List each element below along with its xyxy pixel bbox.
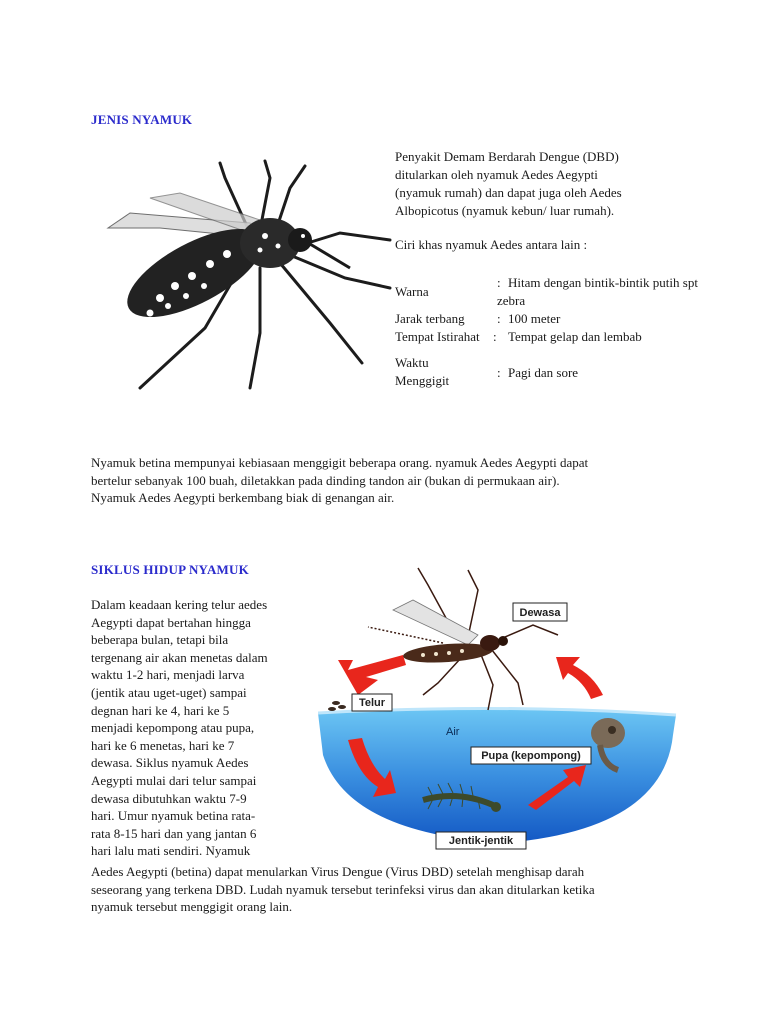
lifecycle-line: dewasa. Siklus nyamuk Aedes [91, 755, 249, 771]
lifecycle-diagram [318, 565, 688, 855]
svg-text:Pupa (kepompong): Pupa (kepompong) [481, 750, 581, 762]
trait-row-jarak [395, 310, 740, 328]
closing-line: seseorang yang terkena DBD. Ludah nyamuk tersebut terinfeksi virus dan akan ditularkan ketika [91, 881, 595, 897]
lifecycle-line: waktu 1-2 hari, menjadi larva [91, 667, 245, 683]
behavior-paragraph [91, 454, 691, 507]
intro-line: Albopicotus (nyamuk kebun/ luar rumah). [395, 203, 615, 218]
lifecycle-line: tergenang air akan menetas dalam [91, 649, 268, 665]
closing-line: Aedes Aegypti (betina) dapat menularkan Virus Dengue (Virus DBD) setelah menghisap darah [91, 864, 585, 879]
intro-text [395, 148, 695, 220]
eggs-icon [328, 701, 346, 711]
trait-colon: : [493, 329, 497, 344]
label-air: Air [446, 726, 460, 738]
lifecycle-line: dewasa dibutuhkan waktu 7-9 [91, 790, 247, 806]
svg-text:Dewasa: Dewasa [519, 607, 561, 619]
label-pupa [471, 747, 591, 764]
trait-value: Pagi dan sore [508, 365, 579, 380]
paragraph-line: Nyamuk betina mempunyai kebiasaan menggigit beberapa orang. nyamuk Aedes Aegypti dapat [91, 455, 589, 470]
trait-value: Hitam dengan bintik-bintik putih spt [508, 275, 698, 290]
ciri-label: Ciri khas nyamuk Aedes antara lain : [395, 237, 588, 252]
trait-colon: : [497, 365, 501, 380]
trait-colon: : [497, 275, 501, 290]
trait-key: Waktu [395, 355, 429, 370]
lifecycle-line: Dalam keadaan kering telur aedes [91, 597, 268, 612]
lifecycle-line: degnan hari ke 4, hari ke 5 [91, 702, 230, 718]
trait-value: zebra [497, 293, 526, 308]
closing-line: nyamuk tersebut menggigit orang lain. [91, 899, 293, 915]
trait-value: 100 meter [508, 311, 561, 326]
intro-line: (nyamuk rumah) dan dapat juga oleh Aedes [395, 185, 622, 200]
trait-colon: : [497, 311, 501, 326]
lifecycle-line: menjadi kepompong atau pupa, [91, 720, 255, 736]
lifecycle-line: Aegypti mulai dari telur sampai [91, 772, 257, 788]
closing-paragraph [91, 863, 691, 916]
arrow-dewasa-to-telur [338, 655, 406, 695]
paragraph-line: Nyamuk Aedes Aegypti berkembang biak di genangan air. [91, 490, 395, 506]
trait-row-warna [395, 274, 740, 310]
intro-line: Penyakit Demam Berdarah Dengue (DBD) [395, 149, 619, 164]
trait-key: Tempat Istirahat [395, 329, 480, 344]
lifecycle-line: (jentik atau uget-uget) sampai [91, 684, 247, 700]
svg-text:Telur: Telur [358, 697, 386, 709]
trait-row-waktu [395, 354, 740, 390]
trait-key: Warna [395, 284, 429, 299]
heading-siklus-hidup: SIKLUS HIDUP NYAMUK [91, 562, 249, 577]
svg-text:Jentik-jentik: Jentik-jentik [448, 835, 514, 847]
mosquito-illustration [100, 158, 395, 398]
intro-line: ditularkan oleh nyamuk Aedes Aegypti [395, 167, 598, 182]
trait-key: Menggigit [395, 373, 450, 388]
trait-value: Tempat gelap dan lembab [508, 329, 642, 344]
heading-jenis-nyamuk: JENIS NYAMUK [91, 112, 193, 127]
lifecycle-line: rata 8-15 hari dan yang jantan 6 [91, 825, 257, 841]
lifecycle-line: Aegypti dapat bertahan hingga [91, 614, 251, 630]
lifecycle-line: hari lalu mati sendiri. Nyamuk [91, 843, 251, 859]
lifecycle-line: hari. Umur nyamuk betina rata- [91, 808, 256, 824]
trait-row-tempat [395, 328, 740, 346]
label-jentik [436, 832, 526, 849]
arrow-pupa-to-dewasa [556, 657, 603, 699]
label-telur [352, 694, 392, 711]
label-dewasa [513, 603, 567, 621]
lifecycle-line: beberapa bulan, tetapi bila [91, 632, 229, 648]
trait-key: Jarak terbang [395, 311, 465, 326]
paragraph-line: bertelur sebanyak 100 buah, diletakkan pada dinding tandon air (bukan di permukaan air). [91, 472, 560, 488]
lifecycle-description [91, 596, 313, 860]
lifecycle-line: hari ke 6 menetas, hari ke 7 [91, 737, 235, 753]
